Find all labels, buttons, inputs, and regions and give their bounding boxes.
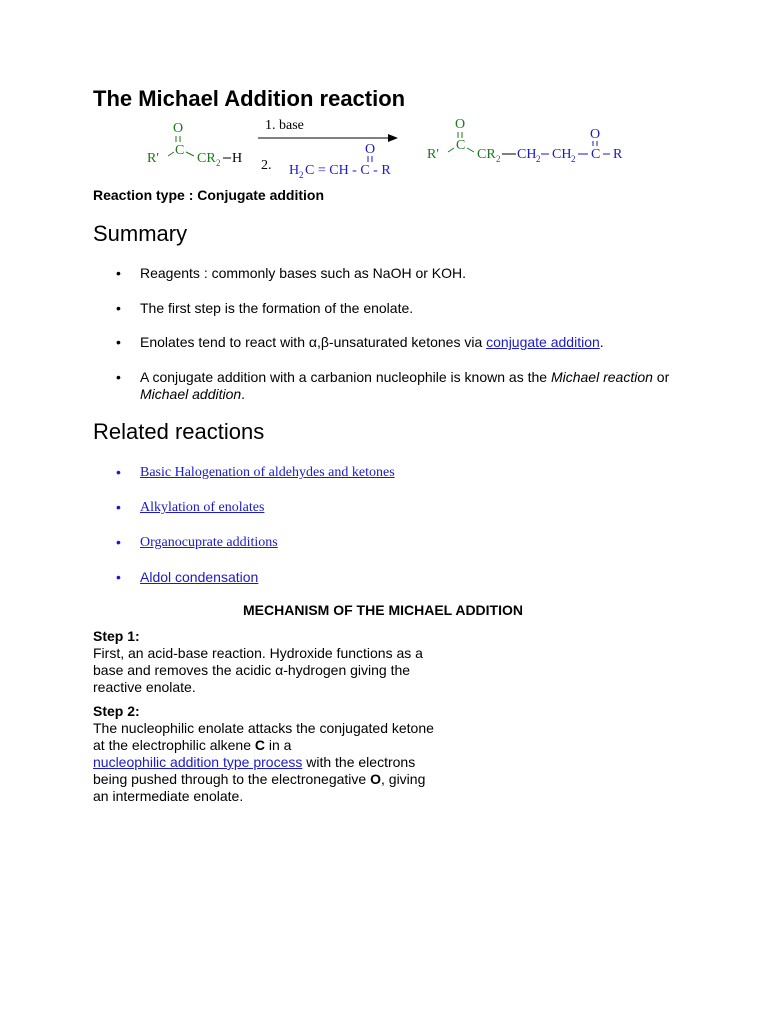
related-link-aldol[interactable]: Aldol condensation (140, 569, 259, 585)
reaction-scheme (140, 112, 640, 182)
reaction-type: Reaction type : Conjugate addition (93, 187, 325, 203)
reagent-h: H (289, 163, 300, 178)
summary-text (140, 334, 676, 351)
product-ch2-b-subscript: 2 (571, 154, 576, 164)
step2-label: 2. (261, 158, 272, 173)
bullet: • (116, 334, 121, 350)
step1-block (93, 628, 453, 696)
reaction-arrow-head (388, 134, 398, 142)
step2-text-d: , giving an intermediate enolate. (93, 771, 426, 804)
step2-label: Step 2: (93, 703, 140, 719)
reagent-chain: C = CH - C - R (305, 163, 391, 178)
reagent-h-subscript: 2 (299, 170, 304, 180)
summary-heading: Summary (93, 221, 188, 246)
reactant-hydrogen: H (232, 151, 243, 166)
michael-addition-term: Michael addition (140, 386, 242, 402)
bullet: • (116, 464, 121, 480)
related-item (116, 464, 676, 481)
product-bond-left (448, 148, 454, 152)
related-item (116, 569, 676, 586)
summary-text (140, 369, 676, 403)
related-item (116, 499, 676, 516)
summary-text-post: . (241, 386, 246, 402)
bullet: • (116, 265, 121, 281)
step2-block (93, 703, 438, 805)
step1-text: First, an acid-base reaction. Hydroxide functions as a base and removes the acidic α-hydrogen giving the reactive enolate. (93, 645, 423, 695)
related-link-halogenation[interactable]: Basic Halogenation of aldehydes and ketones (140, 465, 395, 480)
step2-text-b: in a (265, 737, 292, 753)
reagent-oxygen: O (365, 142, 376, 157)
product-ch2-a: CH (517, 147, 537, 162)
step1-label: Step 1: (93, 628, 140, 644)
summary-text-pre: Enolates tend to react with α,β-unsaturated ketones via (140, 334, 487, 350)
summary-text: Reagents : commonly bases such as NaOH or KOH. (140, 265, 467, 281)
reactant-carbonyl-carbon: C (175, 143, 185, 158)
related-link-alkylation[interactable]: Alkylation of enolates (140, 500, 265, 515)
summary-item (116, 300, 676, 317)
bullet: • (116, 534, 121, 550)
step2-oxygen: O (370, 771, 381, 787)
bullet: • (116, 300, 121, 316)
reactant-cr2: CR (197, 151, 216, 166)
reactant-bond-right (186, 152, 194, 156)
summary-item (116, 334, 676, 351)
step2-text-c: with the electrons being pushed through to the electronegative (93, 754, 416, 787)
product-carbon-2: C (591, 147, 601, 162)
product-cr2-subscript: 2 (496, 154, 501, 164)
product-cr2: CR (477, 147, 496, 162)
related-link-organocuprate[interactable]: Organocuprate additions (140, 535, 278, 550)
mechanism-heading: MECHANISM OF THE MICHAEL ADDITION (243, 602, 523, 618)
nucleophilic-addition-link[interactable]: nucleophilic addition type process (93, 754, 303, 770)
step2-carbon: C (254, 737, 265, 753)
reactant-oxygen: O (173, 121, 184, 136)
michael-reaction-term: Michael reaction (550, 369, 653, 385)
page-title: The Michael Addition reaction (93, 86, 406, 111)
product-bond-right (467, 148, 474, 152)
product-oxygen-1: O (455, 117, 466, 132)
related-heading: Related reactions (93, 419, 265, 444)
bullet: • (116, 569, 121, 585)
summary-item (116, 369, 676, 403)
summary-text: The first step is the formation of the enolate. (140, 300, 414, 316)
product-oxygen-2: O (590, 127, 601, 142)
reactant-cr2-subscript: 2 (216, 158, 221, 168)
product-r: R (613, 147, 623, 162)
summary-item (116, 265, 676, 282)
related-item (116, 534, 676, 551)
bullet: • (116, 499, 121, 515)
summary-text-mid: or (652, 369, 670, 385)
summary-text-pre: A conjugate addition with a carbanion nucleophile is known as the (140, 369, 551, 385)
summary-text-post: . (599, 334, 604, 350)
step1-label: 1. base (265, 118, 304, 133)
product-ch2-b: CH (552, 147, 572, 162)
conjugate-addition-link[interactable]: conjugate addition (486, 334, 600, 350)
product-carbonyl-carbon: C (456, 138, 466, 153)
bullet: • (116, 369, 121, 385)
step2-text-a: The nucleophilic enolate attacks the conjugated ketone at the electrophilic alkene (93, 720, 434, 753)
product-r-prime: R' (427, 147, 439, 162)
reactant-r-prime: R' (147, 151, 159, 166)
product-ch2-a-subscript: 2 (536, 154, 541, 164)
reactant-bond-left (168, 152, 174, 156)
